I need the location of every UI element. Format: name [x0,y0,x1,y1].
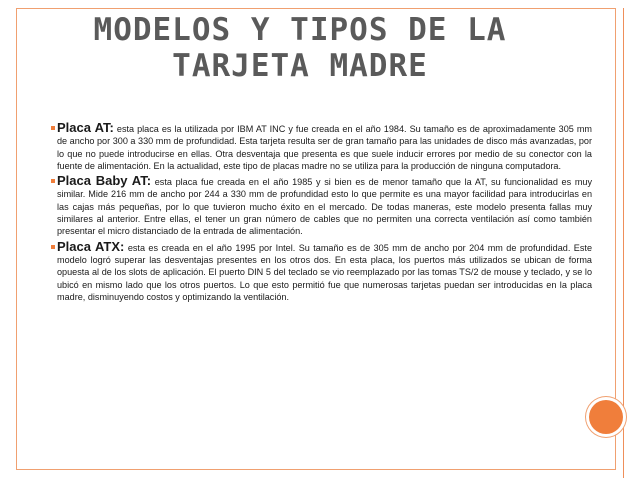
term-placa-atx: Placa ATX: [57,238,125,254]
text-placa-baby-at: esta placa fue creada en el año 1985 y si bien es de menor tamaño que la AT, su funcionalidad es muy similar. Mide 216 mm de ancho por 244 a 330 mm de profundidad esto lo que permite es una mayor facilidad para introducirlas en las cajas más pequeñas, por lo que tuvieron mucho éxito en el mercado. De todas maneras, este modelo presenta fallas muy similares al anterior. Entre ellas, el tener un gran número de cables que no permiten una correcta ventilación así como también presentar el micro distanciado de la entrada de alimentación. [57,177,593,237]
bullet-icon [51,126,55,130]
slide-body [57,122,592,306]
paragraph-placa-atx [57,238,592,303]
bullet-icon [51,245,55,249]
term-placa-baby-at: Placa Baby AT: [57,173,152,189]
paragraph-placa-at [57,122,592,172]
text-placa-at: esta placa es la utilizada por IBM AT INC y fue creada en el año 1984. Su tamaño es de aproximadamente 305 mm de ancho por 300 a 330 mm de profundidad. Esta tarjeta resulta ser de gran tamaño para las unidades de disco más avanzadas, por lo que no puede introducirse en ellas. Otra desventaja que presenta es que suele inducir errores por medio de su conector con la fuente de alimentación. En la actualidad, este tipo de placas madre no se utiliza para la producción de ninguna computadora. [57,124,593,171]
title-line-2: TARJETA MADRE [172,48,428,84]
text-placa-atx: esta es creada en el año 1995 por Intel. Su tamaño es de 305 mm de ancho por 204 mm de profundidad. Este modelo logró superar las desventajas presentes en los otros dos. En esta placa, los puertos más utilizados se ubican de forma opuesta al de los slots de aplicación. El puerto DIN 5 del teclado se vio reemplazado por las tomas TS/2 de mouse y teclado, y se lo ubicó en mismo lado que los otros puertos. Lo que esto permitió fue que numerosas tarjetas puedan ser introducidas en la placa madre, disminuyendo costos y optimizando la ventilación. [57,242,592,302]
title-line-1: MODELOS Y TIPOS DE LA [93,12,507,48]
paragraph-placa-baby-at [57,175,592,237]
decorative-circle [589,400,623,434]
bullet-icon [51,179,55,183]
decorative-line [623,8,624,478]
term-placa-at: Placa AT: [57,120,114,135]
slide-title [40,12,560,84]
